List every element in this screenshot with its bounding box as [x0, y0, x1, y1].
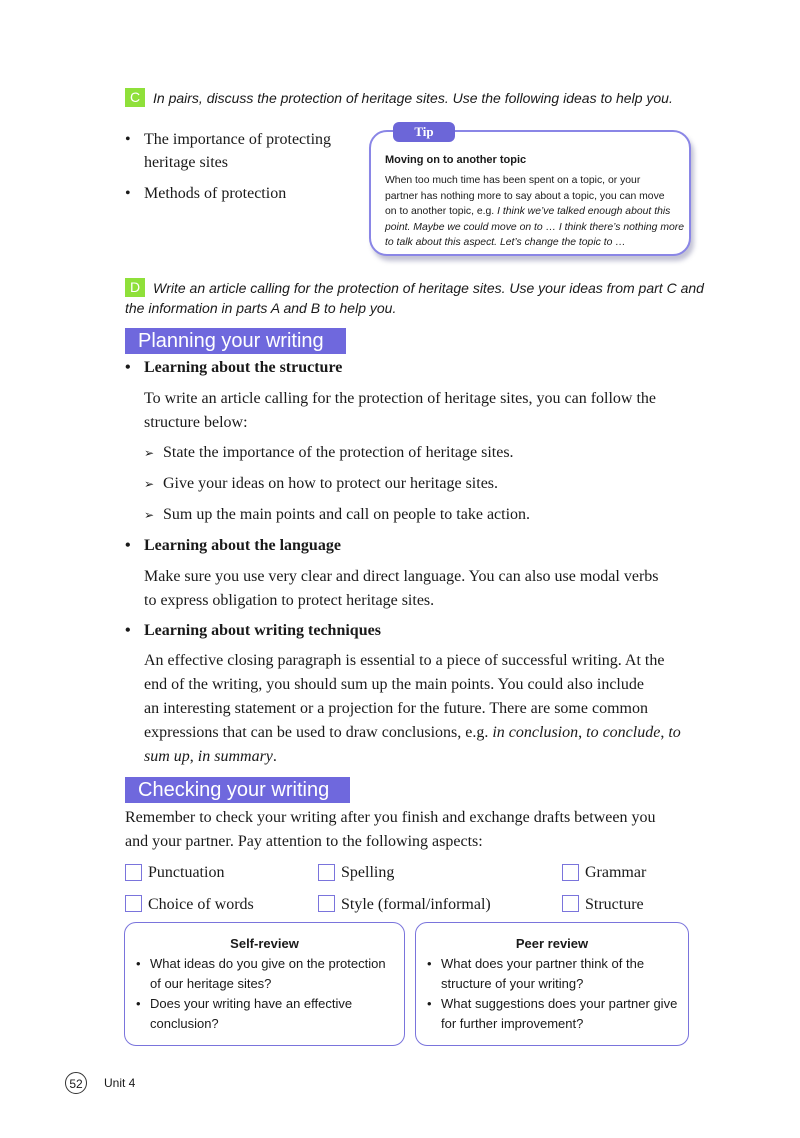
tip-label: Tip — [393, 122, 455, 142]
part-c-instruction-text: In pairs, discuss the protection of heritage sites. Use the following ideas to help you. — [153, 90, 673, 106]
bullet-icon: • — [136, 996, 141, 1011]
structure-intro: To write an article calling for the protection of heritage sites, you can follow the structure below: — [144, 390, 657, 431]
arrow-icon: ➢ — [144, 477, 155, 491]
part-d-instruction-line: the information in parts A and B to help you. — [125, 300, 397, 316]
self-review-title: Self-review — [230, 936, 299, 951]
part-d-instruction-line: Write an article calling for the protection of heritage sites. Use your ideas from part C and — [153, 280, 704, 296]
peer-review-list — [425, 954, 688, 1034]
page-number: 52 — [65, 1072, 87, 1094]
example-expression: in summary — [197, 748, 273, 765]
bullet-icon: • — [125, 131, 131, 148]
tip-line: When too much time has been spent on a topic, or your — [385, 175, 641, 186]
part-c-instruction — [125, 88, 765, 108]
tip-line: partner has nothing more to say about a topic, you can move — [385, 190, 665, 202]
list-item: • What ideas do you give on the protection of our heritage sites? — [136, 956, 386, 991]
bullet-icon: • — [427, 996, 432, 1011]
peer-review-box — [415, 922, 689, 1046]
bullet-icon: • — [125, 359, 131, 376]
checklist-label: Choice of words — [148, 896, 254, 913]
checklist-label: Structure — [585, 896, 644, 913]
part-d-instruction — [125, 278, 775, 318]
idea-line: heritage sites — [144, 154, 228, 171]
bullet-icon: • — [125, 185, 131, 202]
planning-section-title: Planning your writing — [125, 328, 346, 354]
checklist-label: Style (formal/informal) — [341, 896, 491, 913]
arrow-icon: ➢ — [144, 508, 155, 522]
bullet-icon: • — [125, 537, 131, 554]
idea-line: The importance of protecting — [144, 131, 332, 148]
self-review-box — [124, 922, 405, 1046]
tip-line: on to another topic, e.g. I think we’ve talked enough about this — [385, 206, 671, 217]
tip-line: point. Maybe we could move on to … I think there’s nothing more — [385, 221, 684, 233]
example-expression: to conclude — [586, 724, 661, 741]
unit-label: Unit 4 — [104, 1076, 136, 1090]
techniques-text: An effective closing paragraph is essential to a piece of successful writing. At the end of the writing, you should sum up the main points. You could also include an interesting statement or a projection for the future. There are some common expressions that can be used to draw conclusions, e.g. in conclusion, to conclude, to sum up, in summary. — [144, 652, 681, 765]
bullet-icon: • — [136, 956, 141, 971]
tip-box — [369, 130, 691, 256]
checking-intro: Remember to check your writing after you finish and exchange drafts between you and your partner. Pay attention to the following aspects: — [125, 809, 656, 850]
part-d-letter-badge: D — [125, 278, 145, 297]
checking-section-title: Checking your writing — [125, 777, 350, 803]
list-item: • What suggestions does your partner give for further improvement? — [427, 996, 678, 1031]
checkbox-punctuation[interactable] — [125, 864, 142, 881]
part-c-letter-badge: C — [125, 88, 145, 107]
list-item: • Does your writing have an effective conclusion? — [136, 996, 353, 1031]
checklist-label: Punctuation — [148, 864, 225, 881]
checkbox-spelling[interactable] — [318, 864, 335, 881]
idea-line: Methods of protection — [144, 185, 287, 202]
self-review-list — [134, 954, 404, 1034]
tip-heading: Moving on to another topic — [385, 154, 527, 166]
checkbox-choice-of-words[interactable] — [125, 895, 142, 912]
list-item: • What does your partner think of the structure of your writing? — [427, 956, 645, 991]
example-expression: sum up — [144, 748, 190, 765]
tip-body — [385, 173, 685, 251]
bullet-icon: • — [427, 956, 432, 971]
checkbox-structure[interactable] — [562, 895, 579, 912]
bullet-icon: • — [125, 622, 131, 639]
checkbox-style[interactable] — [318, 895, 335, 912]
tip-line: to talk about this aspect. Let’s change the topic to … — [385, 237, 626, 248]
example-expression: in conclusion — [492, 724, 579, 741]
example-expression: to — [668, 724, 681, 741]
arrow-icon: ➢ — [144, 446, 155, 460]
checkbox-grammar[interactable] — [562, 864, 579, 881]
peer-review-title: Peer review — [515, 936, 589, 951]
checklist-label: Spelling — [341, 864, 395, 881]
language-text: Make sure you use very clear and direct language. You can also use modal verbs to express obligation to protect heritage sites. — [144, 568, 659, 609]
checklist-label: Grammar — [585, 864, 647, 881]
